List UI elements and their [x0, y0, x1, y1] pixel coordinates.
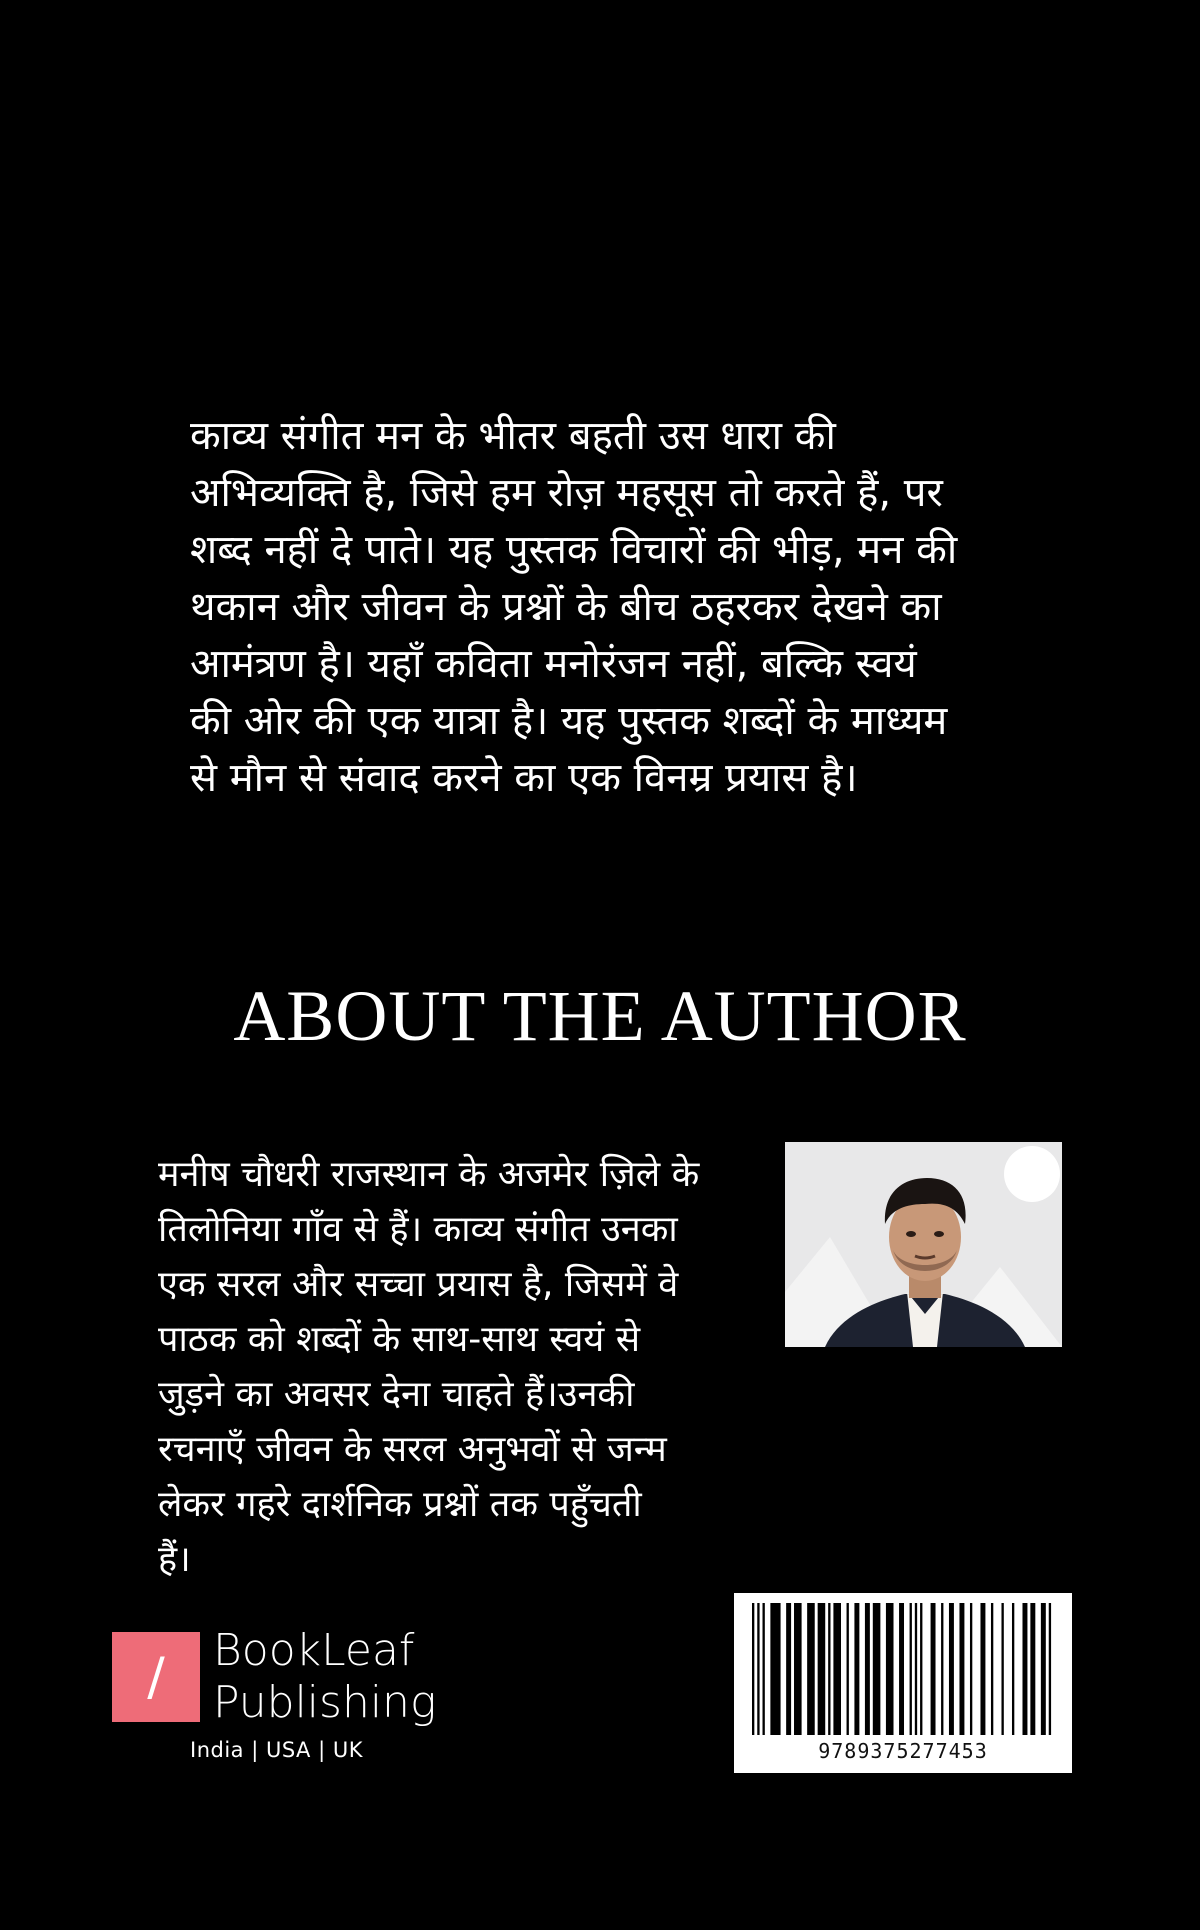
barcode-bar — [847, 1603, 849, 1735]
barcode-bar — [886, 1603, 894, 1735]
blurb-line: की ओर की एक यात्रा है। यह पुस्तक शब्दों के माध्यम — [190, 698, 948, 744]
blurb-line: अभिव्यक्ति है, जिसे हम रोज़ महसूस तो करते हैं, पर — [190, 470, 943, 516]
bio-line: पाठक को शब्दों के साथ-साथ स्वयं से — [158, 1319, 641, 1360]
bio-line: जुड़ने का अवसर देना चाहते हैं।उनकी — [158, 1374, 635, 1415]
blurb-line: से मौन से संवाद करने का एक विनम्र प्रयास है। — [190, 755, 858, 801]
blurb-line: थकान और जीवन के प्रश्नों के बीच ठहरकर देखने का — [190, 584, 942, 630]
bio-line: तिलोनिया गाँव से हैं। काव्य संगीत उनका — [158, 1209, 678, 1250]
barcode-bar — [1012, 1603, 1014, 1735]
isbn-barcode — [734, 1593, 1072, 1773]
barcode-bar — [920, 1603, 922, 1735]
bio-line: लेकर गहरे दार्शनिक प्रश्नों तक पहुँचती — [158, 1484, 642, 1525]
barcode-bar — [949, 1603, 954, 1735]
author-bio — [158, 1147, 770, 1587]
barcode-bar — [941, 1603, 943, 1735]
bio-line: हैं। — [158, 1539, 191, 1580]
barcode-bar — [818, 1603, 826, 1735]
bio-line: रचनाएँ जीवन के सरल अनुभवों से जन्म — [158, 1429, 667, 1470]
publisher-name-line2: Publishing — [213, 1677, 437, 1728]
barcode-bar — [915, 1603, 917, 1735]
barcode-bar — [1001, 1603, 1003, 1735]
barcode-bar — [763, 1603, 765, 1735]
barcode-bar — [959, 1603, 964, 1735]
blurb-line: शब्द नहीं दे पाते। यह पुस्तक विचारों की भीड़, मन की — [190, 527, 958, 573]
back-cover-blurb — [190, 408, 1060, 807]
publisher-name — [213, 1625, 436, 1729]
blurb-line: आमंत्रण है। यहाँ कविता मनोरंजन नहीं, बल्कि स्वयं — [190, 641, 917, 687]
barcode-bar — [757, 1603, 759, 1735]
barcode-bar — [931, 1603, 936, 1735]
about-author-heading: ABOUT THE AUTHOR — [233, 976, 967, 1056]
bio-line: एक सरल और सच्चा प्रयास है, जिसमें वे — [158, 1264, 679, 1305]
barcode-bar — [828, 1603, 830, 1735]
barcode-bars — [752, 1603, 1054, 1735]
author-photo — [785, 1142, 1062, 1347]
barcode-bar — [899, 1603, 904, 1735]
publisher-countries: India | USA | UK — [190, 1738, 363, 1762]
barcode-bar — [991, 1603, 993, 1735]
barcode-bar — [865, 1603, 870, 1735]
barcode-bar — [1030, 1603, 1035, 1735]
barcode-bar — [910, 1603, 912, 1735]
bio-line: मनीष चौधरी राजस्थान के अजमेर ज़िले के — [158, 1154, 700, 1195]
barcode-bar — [794, 1603, 802, 1735]
publisher-slash-icon: / — [112, 1632, 200, 1722]
barcode-bar — [786, 1603, 791, 1735]
barcode-bar — [873, 1603, 881, 1735]
barcode-bar — [752, 1603, 754, 1735]
barcode-bar — [770, 1603, 780, 1735]
barcode-bar — [970, 1603, 972, 1735]
barcode-bar — [980, 1603, 985, 1735]
barcode-bar — [807, 1603, 815, 1735]
blurb-line: काव्य संगीत मन के भीतर बहती उस धारा की — [190, 413, 836, 459]
barcode-bar — [1022, 1603, 1027, 1735]
isbn-number: 9789375277453 — [818, 1739, 988, 1763]
publisher-name-line1: BookLeaf — [213, 1625, 415, 1676]
barcode-bar — [854, 1603, 859, 1735]
author-portrait-illustration — [785, 1142, 1062, 1347]
barcode-bar — [833, 1603, 841, 1735]
barcode-bar — [1041, 1603, 1046, 1735]
publisher-logo — [112, 1625, 472, 1765]
barcode-bar — [1049, 1603, 1051, 1735]
